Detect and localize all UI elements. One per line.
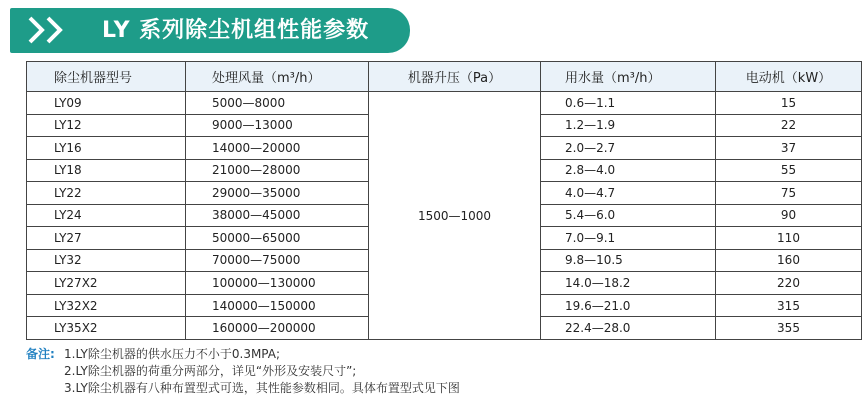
cell-motor: 220 bbox=[716, 272, 862, 295]
note-line: 2.LY除尘机器的荷重分两部分，详见“外形及安装尺寸”; bbox=[64, 364, 357, 378]
cell-motor: 15 bbox=[716, 92, 862, 115]
table-header-row bbox=[27, 62, 862, 92]
title-banner bbox=[10, 8, 410, 53]
cell-water-usage: 1.2—1.9 bbox=[541, 114, 716, 137]
cell-air-volume: 70000—75000 bbox=[186, 249, 369, 272]
cell-model: LY16 bbox=[27, 137, 186, 160]
cell-air-volume: 5000—8000 bbox=[186, 92, 369, 115]
cell-pressure: 1500—1000 bbox=[369, 92, 541, 340]
notes-label: 备注: bbox=[26, 347, 55, 361]
cell-motor: 22 bbox=[716, 114, 862, 137]
cell-motor: 90 bbox=[716, 204, 862, 227]
cell-water-usage: 0.6—1.1 bbox=[541, 92, 716, 115]
table-body bbox=[27, 92, 862, 340]
cell-motor: 75 bbox=[716, 182, 862, 205]
notes-lines bbox=[64, 346, 460, 397]
cell-model: LY32 bbox=[27, 249, 186, 272]
cell-air-volume: 160000—200000 bbox=[186, 317, 369, 340]
cell-model: LY32X2 bbox=[27, 294, 186, 317]
cell-water-usage: 2.8—4.0 bbox=[541, 159, 716, 182]
cell-air-volume: 50000—65000 bbox=[186, 227, 369, 250]
cell-model: LY09 bbox=[27, 92, 186, 115]
cell-water-usage: 9.8—10.5 bbox=[541, 249, 716, 272]
cell-air-volume: 100000—130000 bbox=[186, 272, 369, 295]
cell-water-usage: 22.4—28.0 bbox=[541, 317, 716, 340]
header-air-volume: 处理风量（m³/h） bbox=[186, 62, 369, 92]
spec-table bbox=[26, 61, 862, 340]
cell-water-usage: 7.0—9.1 bbox=[541, 227, 716, 250]
cell-water-usage: 14.0—18.2 bbox=[541, 272, 716, 295]
cell-motor: 160 bbox=[716, 249, 862, 272]
cell-model: LY12 bbox=[27, 114, 186, 137]
cell-motor: 110 bbox=[716, 227, 862, 250]
cell-model: LY24 bbox=[27, 204, 186, 227]
header-pressure: 机器升压（Pa） bbox=[369, 62, 541, 92]
cell-motor: 37 bbox=[716, 137, 862, 160]
cell-water-usage: 4.0—4.7 bbox=[541, 182, 716, 205]
cell-model: LY18 bbox=[27, 159, 186, 182]
header-model: 除尘机器型号 bbox=[27, 62, 186, 92]
cell-water-usage: 19.6—21.0 bbox=[541, 294, 716, 317]
cell-air-volume: 14000—20000 bbox=[186, 137, 369, 160]
cell-motor: 55 bbox=[716, 159, 862, 182]
cell-model: LY27 bbox=[27, 227, 186, 250]
cell-water-usage: 2.0—2.7 bbox=[541, 137, 716, 160]
cell-water-usage: 5.4—6.0 bbox=[541, 204, 716, 227]
cell-air-volume: 9000—13000 bbox=[186, 114, 369, 137]
cell-air-volume: 38000—45000 bbox=[186, 204, 369, 227]
cell-model: LY27X2 bbox=[27, 272, 186, 295]
cell-air-volume: 21000—28000 bbox=[186, 159, 369, 182]
note-line: 3.LY除尘机器有八种布置型式可选，其性能参数相同。具体布置型式见下图 bbox=[64, 381, 460, 395]
table-row bbox=[27, 92, 862, 115]
cell-motor: 355 bbox=[716, 317, 862, 340]
cell-model: LY35X2 bbox=[27, 317, 186, 340]
cell-air-volume: 140000—150000 bbox=[186, 294, 369, 317]
note-line: 1.LY除尘机器的供水压力不小于0.3MPA; bbox=[64, 347, 281, 361]
header-motor: 电动机（kW） bbox=[716, 62, 862, 92]
cell-model: LY22 bbox=[27, 182, 186, 205]
header-water-usage: 用水量（m³/h） bbox=[541, 62, 716, 92]
page-title: LY 系列除尘机组性能参数 bbox=[102, 18, 370, 43]
cell-motor: 315 bbox=[716, 294, 862, 317]
cell-air-volume: 29000—35000 bbox=[186, 182, 369, 205]
double-chevron-right-icon bbox=[26, 15, 72, 45]
